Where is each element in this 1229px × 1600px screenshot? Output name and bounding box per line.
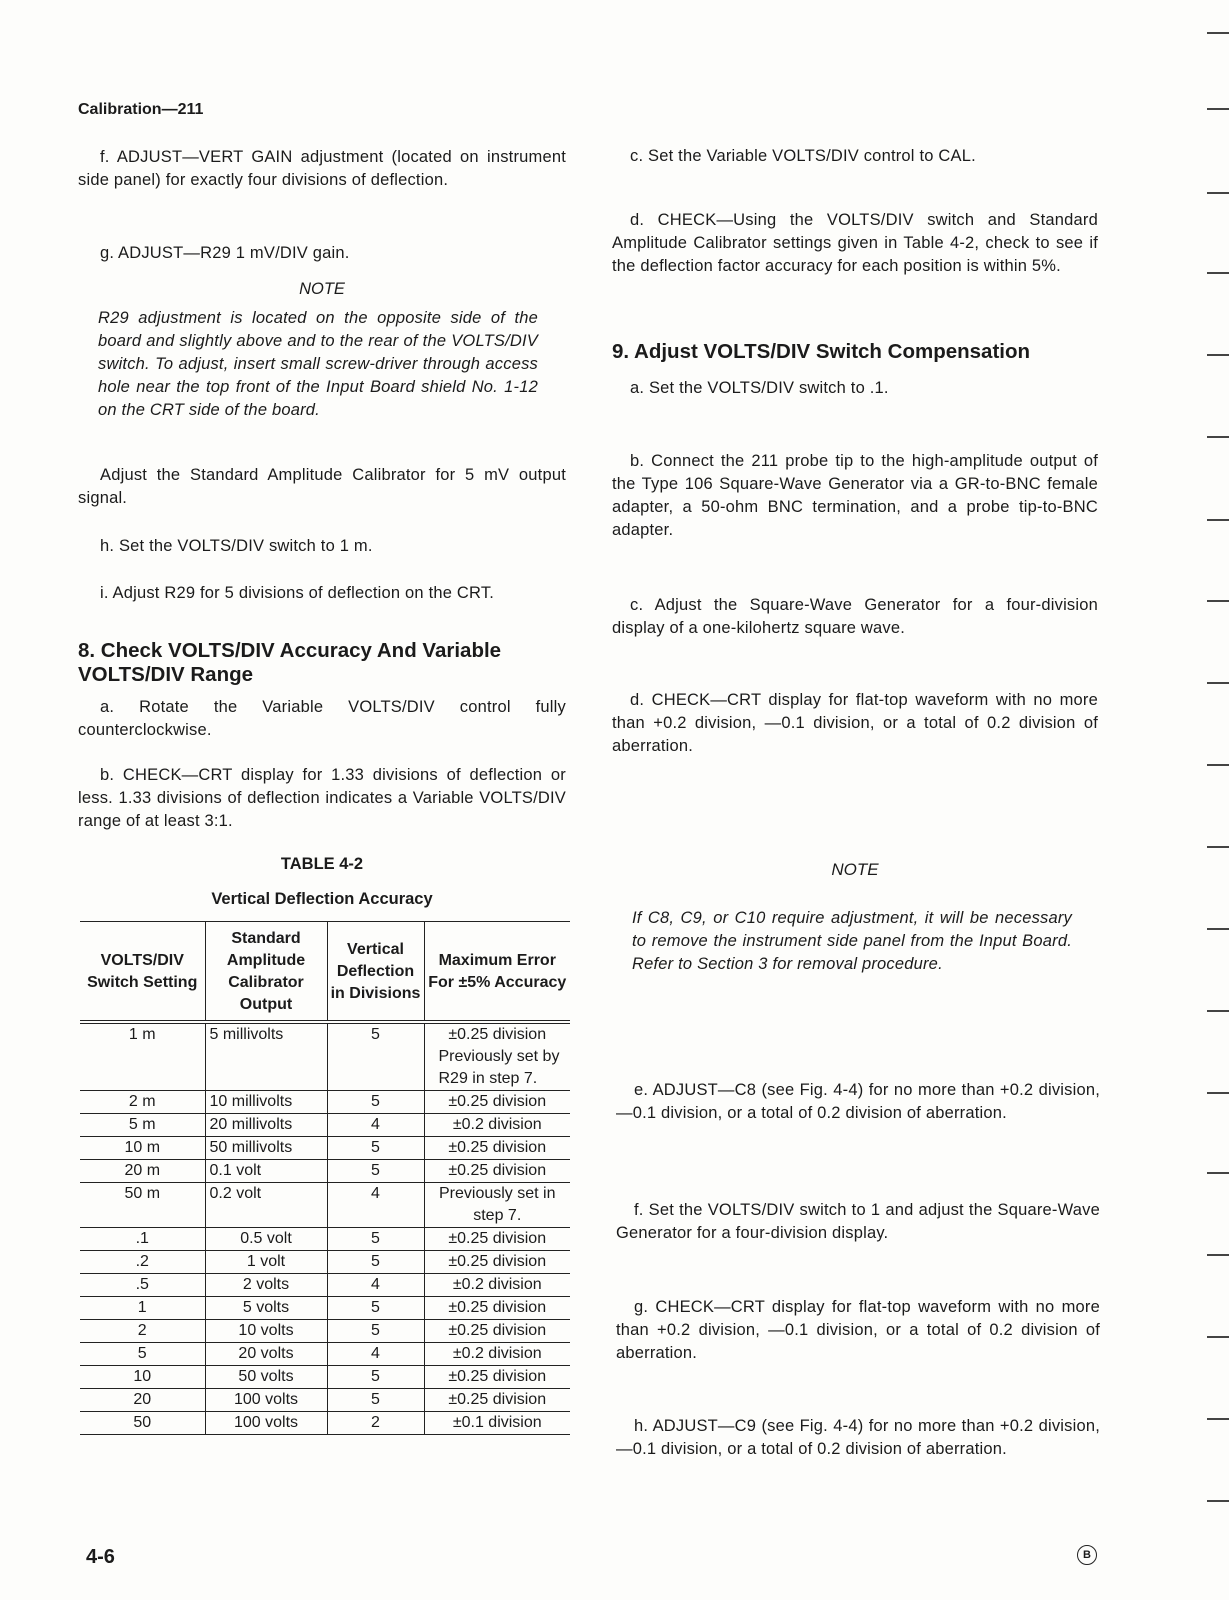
table-row [80,1389,570,1412]
table-row [80,1091,570,1114]
table-cell: ±0.25 division [424,1228,570,1251]
margin-tick [1207,436,1229,438]
margin-tick [1207,600,1229,602]
step-8d: d. CHECK—Using the VOLTS/DIV switch and Standard Amplitude Calibrator settings given in Table 4-2, check to see if the deflection factor accuracy for each position is within 5%. [612,211,1098,275]
table-cell: ±0.25 division [424,1389,570,1412]
step-9a: a. Set the VOLTS/DIV switch to .1. [630,379,889,397]
table-cell: 4 [327,1183,424,1228]
margin-tick [1207,192,1229,194]
margin-tick [1207,846,1229,848]
table-cell: ±0.2 division [424,1343,570,1366]
table-cell: ±0.2 division [424,1274,570,1297]
table-cell: 4 [327,1343,424,1366]
table-row [80,1114,570,1137]
table-header-row [80,922,570,1023]
table-row [80,1297,570,1320]
step-f: f. ADJUST—VERT GAIN adjustment (located on instrument side panel) for exactly four divisions of deflection. [78,148,566,189]
step-9f: f. Set the VOLTS/DIV switch to 1 and adjust the Square-Wave Generator for a four-division display. [616,1201,1100,1242]
table-cell: 50 m [80,1183,205,1228]
table-cell: 5 m [80,1114,205,1137]
table-cell: ±0.25 division [424,1366,570,1389]
note-title-right: NOTE [831,860,879,879]
table-cell: 5 [327,1228,424,1251]
table-cell: 10 m [80,1137,205,1160]
margin-tick [1207,1336,1229,1338]
note-title-left: NOTE [299,280,345,298]
adjust-calibrator-text: Adjust the Standard Amplitude Calibrator for 5 mV output signal. [78,466,566,507]
table-cell: 2 volts [205,1274,327,1297]
table-cell: 5 [327,1366,424,1389]
table-cell: 1 [80,1297,205,1320]
table-cell: 5 [327,1297,424,1320]
margin-tick [1207,1010,1229,1012]
table-cell: 1 m [80,1022,205,1046]
table-cell: 2 m [80,1091,205,1114]
note-text-right: If C8, C9, or C10 require adjustment, it will be necessary to remove the instrument side panel from the Input Board. Refer to Section 3 for removal procedure. [632,909,1072,973]
margin-tick [1207,1172,1229,1174]
table-row [80,1251,570,1274]
table-cell: 10 millivolts [205,1091,327,1114]
margin-tick [1207,32,1229,34]
table-row [80,1160,570,1183]
table-cell: 0.1 volt [205,1160,327,1183]
vertical-deflection-accuracy-table [80,921,570,1435]
step-g: g. ADJUST—R29 1 mV/DIV gain. [100,244,350,262]
table-cell: 5 [327,1389,424,1412]
table-cell: 100 volts [205,1389,327,1412]
table-header-cell: Vertical Deflection in Divisions [327,922,424,1023]
step-8b: b. CHECK—CRT display for 1.33 divisions of deflection or less. 1.33 divisions of deflection indicates a Variable VOLTS/DIV range of at least 3:1. [78,766,566,830]
table-cell: 20 volts [205,1343,327,1366]
table-cell: ±0.25 division [424,1022,570,1046]
table-row [80,1343,570,1366]
table-cell [205,1046,327,1091]
table-row [80,1412,570,1435]
margin-tick [1207,682,1229,684]
step-h: h. Set the VOLTS/DIV switch to 1 m. [100,537,373,555]
table-cell: ±0.2 division [424,1114,570,1137]
margin-tick [1207,354,1229,356]
step-9e: e. ADJUST—C8 (see Fig. 4-4) for no more than +0.2 division, —0.1 division, or a total of 0.2 division of aberration. [616,1081,1100,1122]
table-header-cell: Maximum Error For ±5% Accuracy [424,922,570,1023]
margin-tick [1207,519,1229,521]
page-number: 4-6 [86,1546,115,1568]
table-cell: 5 [327,1160,424,1183]
table-cell: .5 [80,1274,205,1297]
table-cell: 4 [327,1274,424,1297]
table-cell: 5 [80,1343,205,1366]
table-cell: ±0.1 division [424,1412,570,1435]
table-cell: ±0.25 division [424,1251,570,1274]
table-cell: 5 millivolts [205,1022,327,1046]
table-row [80,1022,570,1046]
table-row [80,1183,570,1228]
table-row [80,1228,570,1251]
table-cell: ±0.25 division [424,1091,570,1114]
page-header: Calibration—211 [78,101,204,118]
step-9c: c. Adjust the Square-Wave Generator for a four-division display of a one-kilohertz square wave. [612,596,1098,637]
table-row [80,1274,570,1297]
margin-tick [1207,108,1229,110]
margin-tick [1207,1254,1229,1256]
table-label: TABLE 4-2 [280,855,364,873]
table-row [80,1046,570,1091]
table-cell: 20 [80,1389,205,1412]
table-row [80,1366,570,1389]
section-9-title: 9. Adjust VOLTS/DIV Switch Compensation [612,340,1031,363]
margin-tick [1207,1092,1229,1094]
table-cell: 4 [327,1114,424,1137]
table-cell: 50 [80,1412,205,1435]
table-cell: ±0.25 division [424,1320,570,1343]
table-cell: 1 volt [205,1251,327,1274]
table-cell: ±0.25 division [424,1297,570,1320]
margin-tick [1207,272,1229,274]
step-9g: g. CHECK—CRT display for flat-top waveform with no more than +0.2 division, —0.1 division, or a total of 0.2 division of aberration. [616,1298,1100,1362]
step-9h: h. ADJUST—C9 (see Fig. 4-4) for no more than +0.2 division, —0.1 division, or a total of 0.2 division of aberration. [616,1417,1100,1458]
table-cell: 5 [327,1251,424,1274]
table-cell: 5 volts [205,1297,327,1320]
note-text-left: R29 adjustment is located on the opposite side of the board and slightly above and to the rear of the VOLTS/DIV switch. To adjust, insert small screw-driver through access hole near the top front of the Input Board shield No. 1-12 on the CRT side of the board. [98,309,538,419]
table-cell: 5 [327,1137,424,1160]
table-cell: 5 [327,1320,424,1343]
table-row [80,1320,570,1343]
revision-mark: B [1077,1545,1097,1565]
margin-tick [1207,764,1229,766]
step-9d: d. CHECK—CRT display for flat-top waveform with no more than +0.2 division, —0.1 division, or a total of 0.2 division of aberration. [612,691,1098,755]
margin-tick [1207,1500,1229,1502]
table-cell: 2 [327,1412,424,1435]
table-cell: 2 [80,1320,205,1343]
table-title: Vertical Deflection Accuracy [211,890,433,908]
section-8-title: 8. Check VOLTS/DIV Accuracy And Variable VOLTS/DIV Range [78,639,502,686]
table-cell [80,1046,205,1091]
table-row [80,1137,570,1160]
table-cell: 20 m [80,1160,205,1183]
step-9b: b. Connect the 211 probe tip to the high-amplitude output of the Type 106 Square-Wave Generator via a GR-to-BNC female adapter, a 50-ohm BNC termination, and a probe tip-to-BNC adapter. [612,452,1098,539]
table-header-cell: VOLTS/DIV Switch Setting [87,952,198,991]
table-cell: .2 [80,1251,205,1274]
table-cell: 0.5 volt [205,1228,327,1251]
step-i: i. Adjust R29 for 5 divisions of deflection on the CRT. [100,584,495,602]
table-cell: Previously set by R29 in step 7. [424,1046,570,1091]
accuracy-table-wrap [80,921,570,1435]
table-cell: 10 volts [205,1320,327,1343]
margin-tick [1207,928,1229,930]
margin-tick [1207,1418,1229,1420]
table-cell: 20 millivolts [205,1114,327,1137]
table-cell: 100 volts [205,1412,327,1435]
table-cell [327,1046,424,1091]
table-cell: 5 [327,1091,424,1114]
table-cell: ±0.25 division [424,1160,570,1183]
table-cell: 10 [80,1366,205,1389]
table-cell: Previously set in step 7. [424,1183,570,1228]
table-cell: 0.2 volt [205,1183,327,1228]
step-8a: a. Rotate the Variable VOLTS/DIV control fully counterclockwise. [78,698,566,739]
table-cell: 5 [327,1022,424,1046]
table-cell: ±0.25 division [424,1137,570,1160]
table-cell: 50 volts [205,1366,327,1389]
table-cell: 50 millivolts [205,1137,327,1160]
table-header-cell: Standard Amplitude Calibrator Output [205,922,327,1023]
table-cell: .1 [80,1228,205,1251]
step-8c: c. Set the Variable VOLTS/DIV control to CAL. [630,147,976,165]
